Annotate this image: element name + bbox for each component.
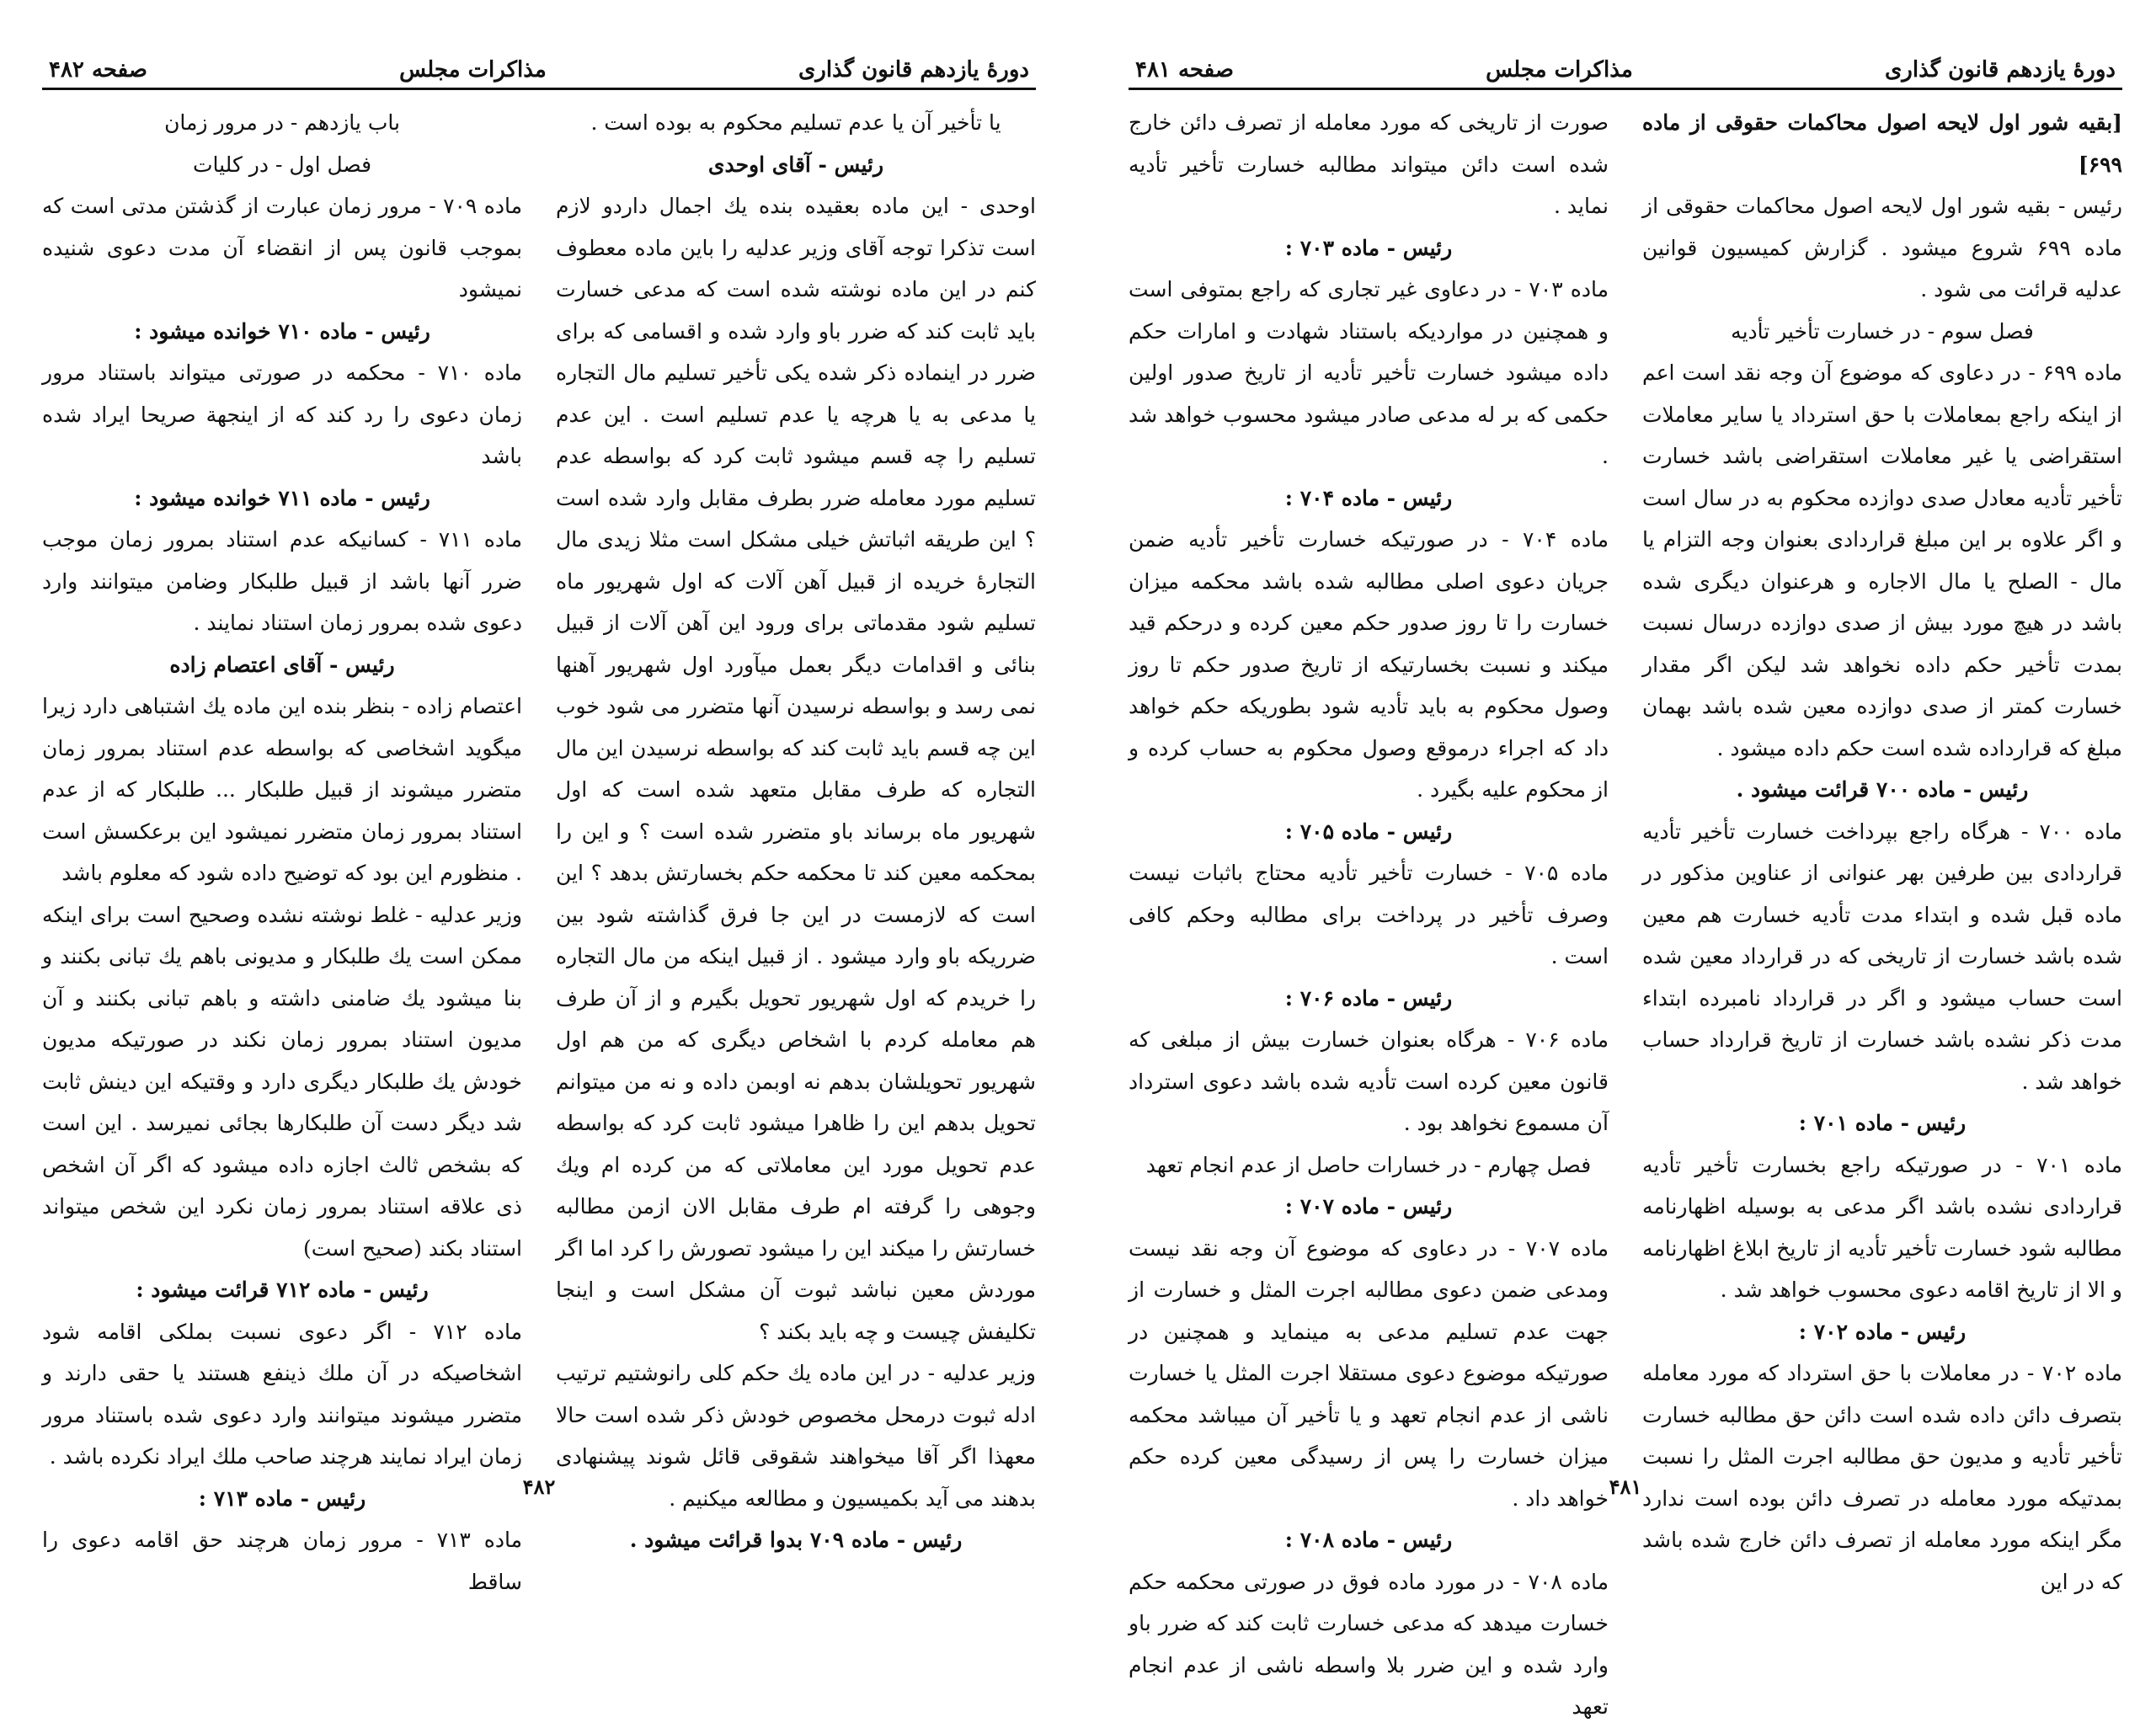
paragraph: ماده ۷۰۴ - در صورتیکه خسارت تأخیر تأدیه ضمن جریان دعوی اصلی مطالبه شده باشد محکمه میزان خسارت را تا روز صدور حکم معین کرده و درحکم قید میکند و نسبت بخسارتیکه از تاریخ صدور حکم تا روز وصول محکوم به باید تأدیه شود بطوریکه حکم خواهد داد که اجراء درموقع وصول محکوم به حساب کرده و از محکوم علیه بگیرد .	[1129, 527, 1609, 802]
section-heading: فصل اول - در کلیات	[192, 152, 372, 177]
column-left	[1129, 102, 1609, 1719]
speaker-line: رئیس - ماده ۷۱۲ قرائت میشود :	[136, 1277, 429, 1302]
speaker-line: رئیس - ماده ۷۰۴ :	[1284, 485, 1453, 510]
speaker-line: رئیس - ماده ۷۱۱ خوانده میشود :	[134, 485, 430, 510]
section-heading: فصل چهارم - در خسارات حاصل از عدم انجام تعهد	[1145, 1152, 1592, 1177]
paragraph: وزیر عدلیه - در این ماده یك حکم کلی رانوشتیم ترتیب ادله ثبوت درمحل مخصوص خودش ذکر شده است حالا معهذا اگر آقا میخواهند شقوقی قائل شوند پیشنهادی بدهند می آید بکمیسیون و مطالعه میکنیم .	[556, 1361, 1036, 1511]
speaker-line: رئیس - آقای اوحدی	[707, 152, 884, 177]
speaker-line: رئیس - ماده ۷۰۹ بدوا قرائت میشود .	[629, 1528, 963, 1552]
paragraph: ماده ۷۱۰ - محکمه در صورتی میتواند باستناد مرور زمان دعوی را رد کند که از اینجهة صریحا ایراد شده باشد	[42, 360, 522, 468]
paragraph: صورت از تاریخی که مورد معامله از تصرف دائن خارج شده است دائن میتواند مطالبه خسارت تأخیر تأدیه نماید .	[1129, 110, 1609, 218]
page-header	[1129, 34, 2122, 90]
footer-page-number: ۴۸۲	[522, 1475, 556, 1499]
column-left	[42, 102, 523, 1594]
section-heading: فصل سوم - در خسارت تأخیر تأدیه	[1731, 318, 2034, 344]
footer-page-number: ۴۸۱	[1609, 1475, 1642, 1499]
speaker-line: رئیس - آقای اعتصام زاده	[169, 652, 395, 677]
paragraph: ماده ۷۰۱ - در صورتیکه راجع بخسارت تأخیر تأدیه قراردادی نشده باشد اگر مدعی به بوسیله اظهارنامه مطالبه شود خسارت تأخیر تأدیه از تاریخ ابلاغ اظهارنامه و الا از تاریخ اقامه دعوی محسوب خواهد شد .	[1642, 1152, 2123, 1302]
header-period: دورهٔ یازدهم قانون گذاری	[1884, 57, 2116, 83]
paragraph: اوحدی - این ماده بعقیده بنده یك اجمال داردو لازم است تذکرا توجه آقای وزیر عدلیه را باین ماده معطوف کنم در این ماده نوشته شده است که مدعی خسارت باید ثابت کند که ضرر باو وارد شده و اقسامی که برای ضرر در اینماده ذکر شده یکی تأخیر تسلیم مال التجاره یا مدعی به یا هرچه یا عدم تسلیم است . این عدم تسلیم را چه قسم میشود ثابت کرد که بواسطه عدم تسلیم مورد معامله ضرر بطرف مقابل وارد شده است ؟ این طریقه اثباتش خیلی مشکل است مثلا زیدی مال التجارهٔ خریده از قبیل آهن آلات که اول شهریور ماه تسلیم شود مقدماتی برای ورود این آهن آلات از قبیل بنائی و اقدامات دیگر بعمل میآورد اول شهریور آهنها نمی رسد و بواسطه نرسیدن آنها متضرر می شود خوب این چه قسم باید ثابت کند که بواسطه نرسیدن این مال التجاره که طرف مقابل متعهد شده است که اول شهریور ماه برساند باو متضرر شده است ؟ و این را بمحکمه معین کند تا محکمه حکم بخسارتش بدهد ؟ این است که لازمست در این جا فرق گذاشته شود بین ضرریکه باو وارد میشود . از قبیل اینکه من مال التجاره را خریدم که اول شهریور تحویل بگیرم و از آن طرف هم معامله کردم با اشخاص دیگری که من هم اول شهریور تحویلشان بدهم نه اوبمن داده و نه من میتوانم تحویل بدهم این را ظاهرا میشود ثابت کرد که بواسطه عدم تحویل مورد این معاملاتی که من کرده ام ویك وجوهی را گرفته ام طرف مقابل الان ازمن مطالبه خسارتش را میکند این را میشود تصورش را کرد اما اگر موردش معین نباشد ثبوت آن مشکل است و اینجا تکلیفش چیست و چه باید بکند ؟	[556, 194, 1036, 1344]
paragraph: ماده ۷۰۲ - در معاملات با حق استرداد که مورد معامله بتصرف دائن داده شده است دائن حق مطالبه خسارت تأخیر تأدیه و مدیون حق مطالبه اجرت المثل را نسبت بمدتیکه مورد معامله در تصرف دائن بوده است ندارد مگر اینکه مورد معامله از تصرف دائن خارج شده باشد که در این	[1642, 1361, 2122, 1594]
speaker-line: رئیس - ماده ۷۰۸ :	[1284, 1528, 1453, 1552]
page-482	[42, 34, 1036, 1594]
paragraph: ماده ۷۰۹ - مرور زمان عبارت از گذشتن مدتی است که بموجب قانون پس از انقضاء آن مدت دعوی شنیده نمیشود	[42, 194, 523, 301]
page-481	[1129, 34, 2123, 1719]
speaker-line: رئیس - ماده ۷۰۰ قرائت میشود .	[1736, 777, 2029, 802]
paragraph: رئیس - بقیه شور اول لایحه اصول محاکمات حقوقی از ماده ۶۹۹ شروع میشود . گزارش کمیسیون قوانین عدلیه قرائت می شود .	[1642, 194, 2122, 301]
speaker-line: رئیس - ماده ۷۱۰ خوانده میشود :	[134, 318, 430, 344]
paragraph: ماده ۷۰۶ - هرگاه بعنوان خسارت بیش از مبلغی که قانون معین کرده است تأدیه شده باشد دعوی استرداد آن مسموع نخواهد بود .	[1129, 1027, 1609, 1135]
header-page-number: صفحه ۴۸۲	[49, 57, 147, 83]
paragraph: ماده ۷۰۵ - خسارت تأخیر تأدیه محتاج باثبات نیست وصرف تأخیر در پرداخت برای مطالبه وحکم کافی است .	[1129, 861, 1609, 968]
speaker-line: رئیس - ماده ۷۰۳ :	[1284, 235, 1453, 260]
paragraph: یا تأخیر آن یا عدم تسلیم محکوم به بوده است .	[590, 110, 1001, 135]
page-header	[42, 34, 1036, 90]
section-heading: باب یازدهم - در مرور زمان	[164, 110, 400, 135]
paragraph: ماده ۷۱۲ - اگر دعوی نسبت بملکی اقامه شود اشخاصیکه در آن ملك ذینفع هستند یا حقی دارند و متضرر میشوند میتوانند وارد دعوی شده باستناد مرور زمان ایراد نمایند هرچند صاحب ملك ایراد نکرده باشد .	[42, 1319, 522, 1469]
section-heading: [بقیه شور اول لایحه اصول محاکمات حقوقی از ماده ۶۹۹]	[1642, 110, 2122, 177]
header-title: مذاکرات مجلس	[399, 57, 547, 83]
speaker-line: رئیس - ماده ۷۰۲ :	[1798, 1319, 1967, 1344]
header-page-number: صفحه ۴۸۱	[1135, 57, 1234, 83]
paragraph: ماده ۷۱۳ - مرور زمان هرچند حق اقامه دعوی را ساقط	[42, 1528, 523, 1594]
paragraph: وزیر عدلیه - غلط نوشته نشده وصحیح است برای اینکه ممکن است یك طلبکار و مدیونی باهم یك تبانی بکنند و بنا میشود یك ضامنی داشته و باهم تبانی بکنند و آن مدیون استناد بمرور زمان نکند در صورتیکه مدیون خودش یك طلبکار دیگری دارد و وقتیکه این دینش ثابت شد دیگر دست آن طلبکارها بجائی نمیرسد . این است که بشخص ثالث اجازه داده میشود که اگر آن اشخص ذی علاقه استناد بمرور زمان نکرد این شخص میتواند استناد بکند (صحیح است)	[42, 902, 522, 1261]
paragraph: ماده ۷۱۱ - کسانیکه عدم استناد بمرور زمان موجب ضرر آنها باشد از قبیل طلبکار وضامن میتوانند وارد دعوی شده بمرور زمان استناد نمایند .	[42, 527, 522, 635]
speaker-line: رئیس - ماده ۷۰۵ :	[1284, 819, 1453, 844]
paragraph: ماده ۷۰۰ - هرگاه راجع بپرداخت خسارت تأخیر تأدیه قراردادی بین طرفین بهر عنوانی از عناوین مذکور در ماده قبل شده و ابتداء مدت تأدیه خسارت هم معین شده باشد خسارت از تاریخی که در قرارداد معین شده است حساب میشود و اگر در قرارداد نامبرده ابتداء مدت ذکر نشده باشد خسارت از تاریخ قرارداد حساب خواهد شد .	[1642, 819, 2123, 1094]
column-right	[556, 102, 1036, 1552]
speaker-line: رئیس - ماده ۷۱۳ :	[198, 1485, 366, 1511]
paragraph: اعتصام زاده - بنظر بنده این ماده یك اشتباهی دارد زیرا میگوید اشخاصی که بواسطه عدم استناد بمرور زمان متضرر میشوند از قبیل طلبکار ... طلبکار که از عدم استناد بمرور زمان متضرر نمیشود این برعکسش است . منظورم این بود که توضیح داده شود که معلوم باشد	[42, 694, 522, 885]
paragraph: ماده ۷۰۷ - در دعاوی که موضوع آن وجه نقد نیست ومدعی ضمن دعوی مطالبه اجرت المثل و خسارت از جهت عدم تسلیم مدعی به مینماید و همچنین در صورتیکه موضوع دعوی مستقلا اجرت المثل یا خسارت ناشی از عدم انجام تعهد و یا تأخیر آن میباشد محکمه میزان خسارت را پس از رسیدگی معین کرده حکم خواهد داد .	[1129, 1235, 1609, 1511]
paragraph: ماده ۶۹۹ - در دعاوی که موضوع آن وجه نقد است اعم از اینکه راجع بمعاملات با حق استرداد یا سایر معاملات استقراضی یا غیر معاملات استقراضی باشد خسارت تأخیر تأدیه معادل صدی دوازده محکوم به در سال است و اگر علاوه بر این مبلغ قراردادی بعنوان وجه التزام یا مال - الصلح یا مال الاجاره و هرعنوان دیگری شده باشد در هیچ مورد بیش از صدی دوازده درسال نسبت بمدت تأخیر حکم داده نخواهد شد لیکن اگر مقدار خسارت کمتر از صدی دوازده معین شده باشد بهمان مبلغ که قرارداده شده است حکم داده میشود .	[1642, 360, 2123, 760]
header-period: دورهٔ یازدهم قانون گذاری	[798, 57, 1029, 83]
speaker-line: رئیس - ماده ۷۰۶ :	[1284, 985, 1453, 1011]
paragraph: ماده ۷۰۳ - در دعاوی غیر تجاری که راجع بمتوفی است و همچنین در مواردیکه باستناد شهادت و امارات حکم داده میشود خسارت تأخیر تأدیه از تاریخ صدور اولین حکمی که بر له مدعی صادر میشود محسوب خواهد شد .	[1129, 277, 1609, 468]
speaker-line: رئیس - ماده ۷۰۱ :	[1798, 1111, 1967, 1135]
paragraph: ماده ۷۰۸ - در مورد ماده فوق در صورتی محکمه حکم خسارت میدهد که مدعی خسارت ثابت کند که ضرر باو وارد شده و این ضرر بلا واسطه ناشی از عدم انجام تعهد	[1129, 1569, 1609, 1719]
speaker-line: رئیس - ماده ۷۰۷ :	[1284, 1194, 1453, 1219]
header-title: مذاکرات مجلس	[1486, 57, 1633, 83]
column-right	[1642, 102, 2123, 1594]
